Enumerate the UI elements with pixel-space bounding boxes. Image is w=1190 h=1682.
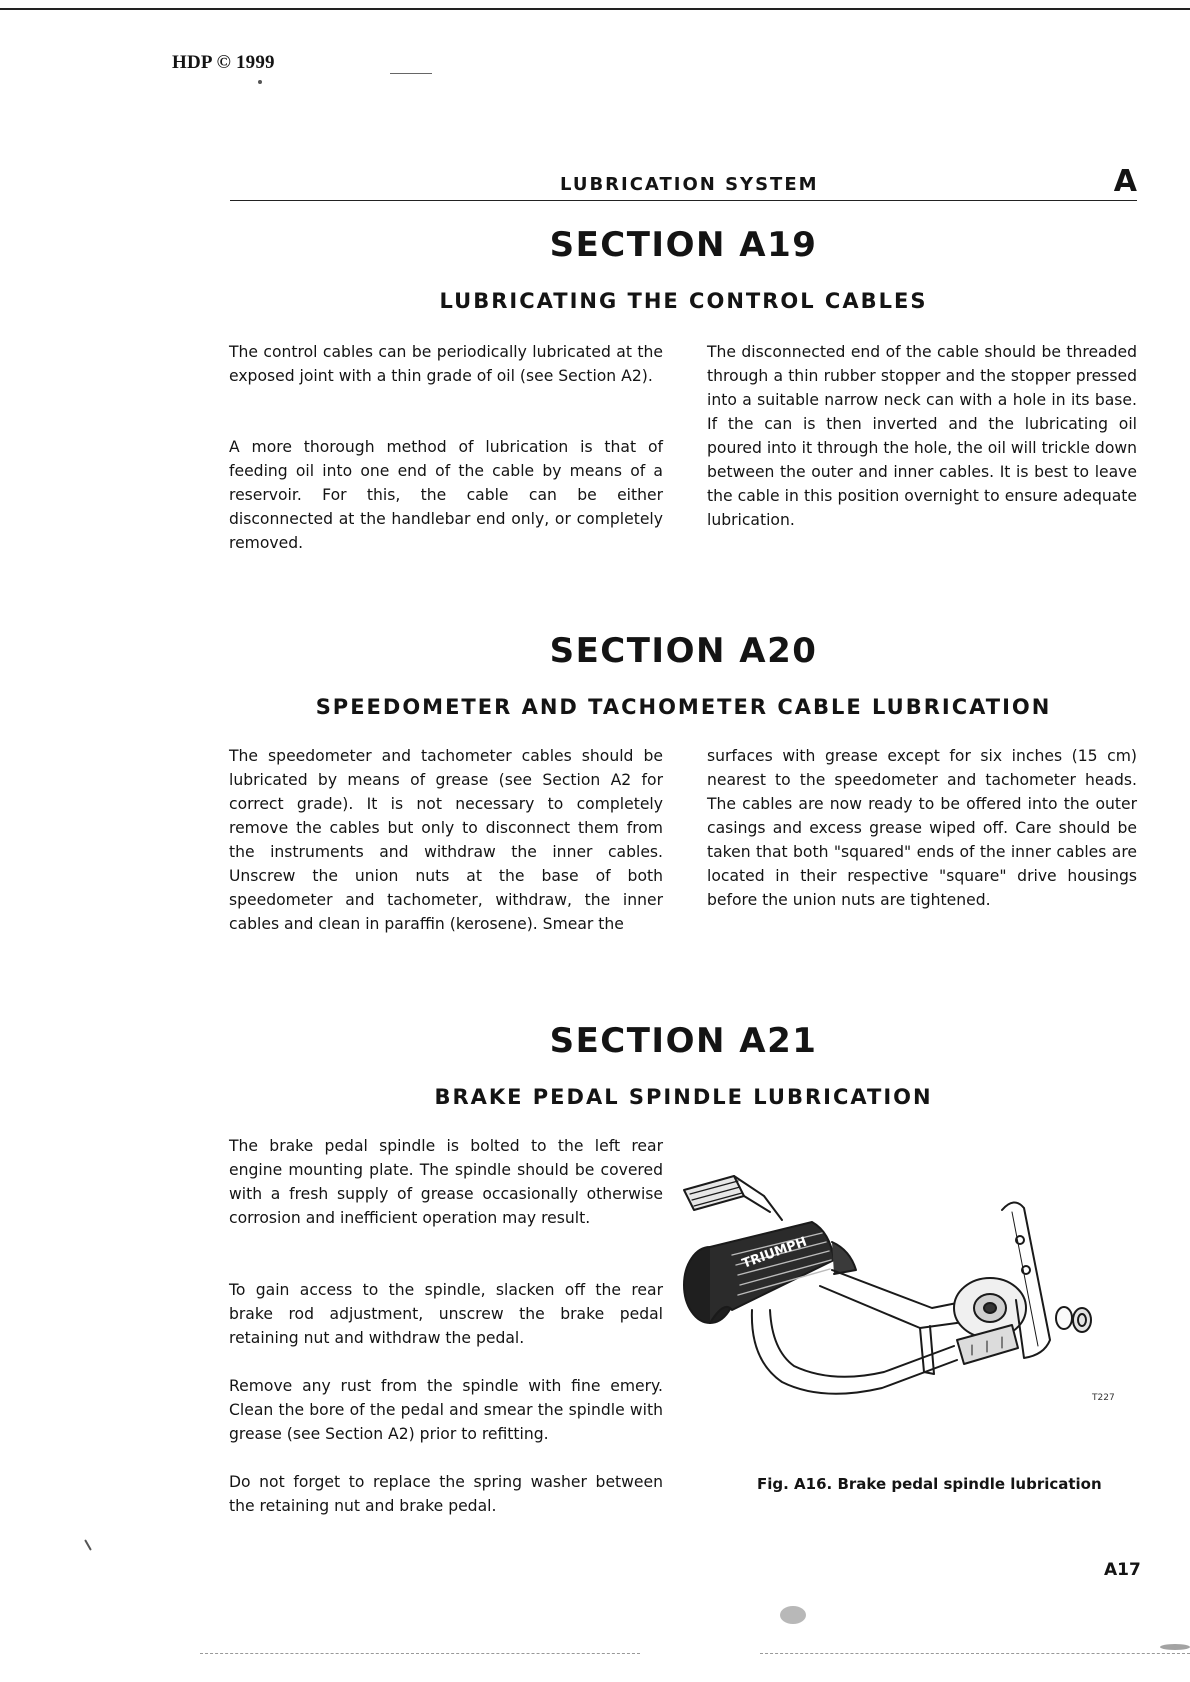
scan-smudge <box>780 1606 806 1624</box>
margin-dash <box>390 73 432 74</box>
section-a21-subtitle: BRAKE PEDAL SPINDLE LUBRICATION <box>434 1085 933 1109</box>
section-a20-paragraph: surfaces with grease except for six inches (15 cm) nearest to the speedometer and tachometer heads. The cables are now ready to be offered into the outer casings and excess grease wiped off. Care should be taken that both "squared" ends of the inner cables are located in their respective "square" drive housings before the union nuts are tightened. <box>707 747 1137 909</box>
section-a21-paragraph: Do not forget to replace the spring washer between the retaining nut and brake pedal. <box>229 1473 663 1515</box>
scan-edge-line <box>760 1653 1190 1654</box>
top-rule <box>0 8 1190 10</box>
scan-smudge <box>1160 1644 1190 1650</box>
scan-speck <box>84 1539 92 1550</box>
section-a21-paragraph: To gain access to the spindle, slacken off the rear brake rod adjustment, unscrew the brake pedal retaining nut and withdraw the pedal. <box>229 1281 663 1347</box>
section-a20-title: SECTION A20 <box>549 631 818 671</box>
section-a19-paragraph: The disconnected end of the cable should be threaded through a thin rubber stopper and the stopper pressed into a suitable narrow neck can with a hole in its base. If the can is then inverted and the lubricating oil poured into it through the hole, the oil will trickle down between the outer and inner cables. It is best to leave the cable in this position overnight to ensure adequate lubrication. <box>707 343 1137 529</box>
section-a21-title: SECTION A21 <box>549 1021 818 1061</box>
scan-edge-line <box>200 1653 640 1654</box>
section-letter: A <box>1113 164 1137 199</box>
running-header <box>230 164 1137 201</box>
section-a19-paragraph: A more thorough method of lubrication is that of feeding oil into one end of the cable by means of a reservoir. For this, the cable can be either disconnected at the handlebar end only, or completely removed. <box>229 438 663 552</box>
section-a20-paragraph: The speedometer and tachometer cables should be lubricated by means of grease (see Section A2 for correct grade). It is not necessary to completely remove the cables but only to disconnect them from the instruments and withdraw the inner cables. Unscrew the union nuts at the base of both speedometer and tachometer, withdraw, the inner cables and clean in paraffin (kerosene). Smear the <box>229 747 663 933</box>
running-title: LUBRICATION SYSTEM <box>560 174 819 195</box>
figure-reference-code: T227 <box>1092 1393 1115 1403</box>
brake-pedal-illustration <box>672 1150 1152 1420</box>
scan-speck <box>258 80 262 84</box>
page-number: A17 <box>1104 1560 1141 1580</box>
section-a21-paragraph: Remove any rust from the spindle with fine emery. Clean the bore of the pedal and smear the spindle with grease (see Section A2) prior to refitting. <box>229 1377 663 1443</box>
section-a21-paragraph: The brake pedal spindle is bolted to the left rear engine mounting plate. The spindle should be covered with a fresh supply of grease occasionally otherwise corrosion and inefficient operation may result. <box>229 1137 663 1227</box>
grip-brand-label: TRIUMPH <box>740 1234 809 1272</box>
section-a19-paragraph: The control cables can be periodically lubricated at the exposed joint with a thin grade of oil (see Section A2). <box>229 343 663 385</box>
section-a20-subtitle: SPEEDOMETER AND TACHOMETER CABLE LUBRICATION <box>315 695 1052 719</box>
figure-caption: Fig. A16. Brake pedal spindle lubrication <box>757 1475 1102 1493</box>
section-a19-subtitle: LUBRICATING THE CONTROL CABLES <box>439 289 928 313</box>
copyright-mark: HDP © 1999 <box>172 52 275 73</box>
section-a19-title: SECTION A19 <box>549 225 818 265</box>
